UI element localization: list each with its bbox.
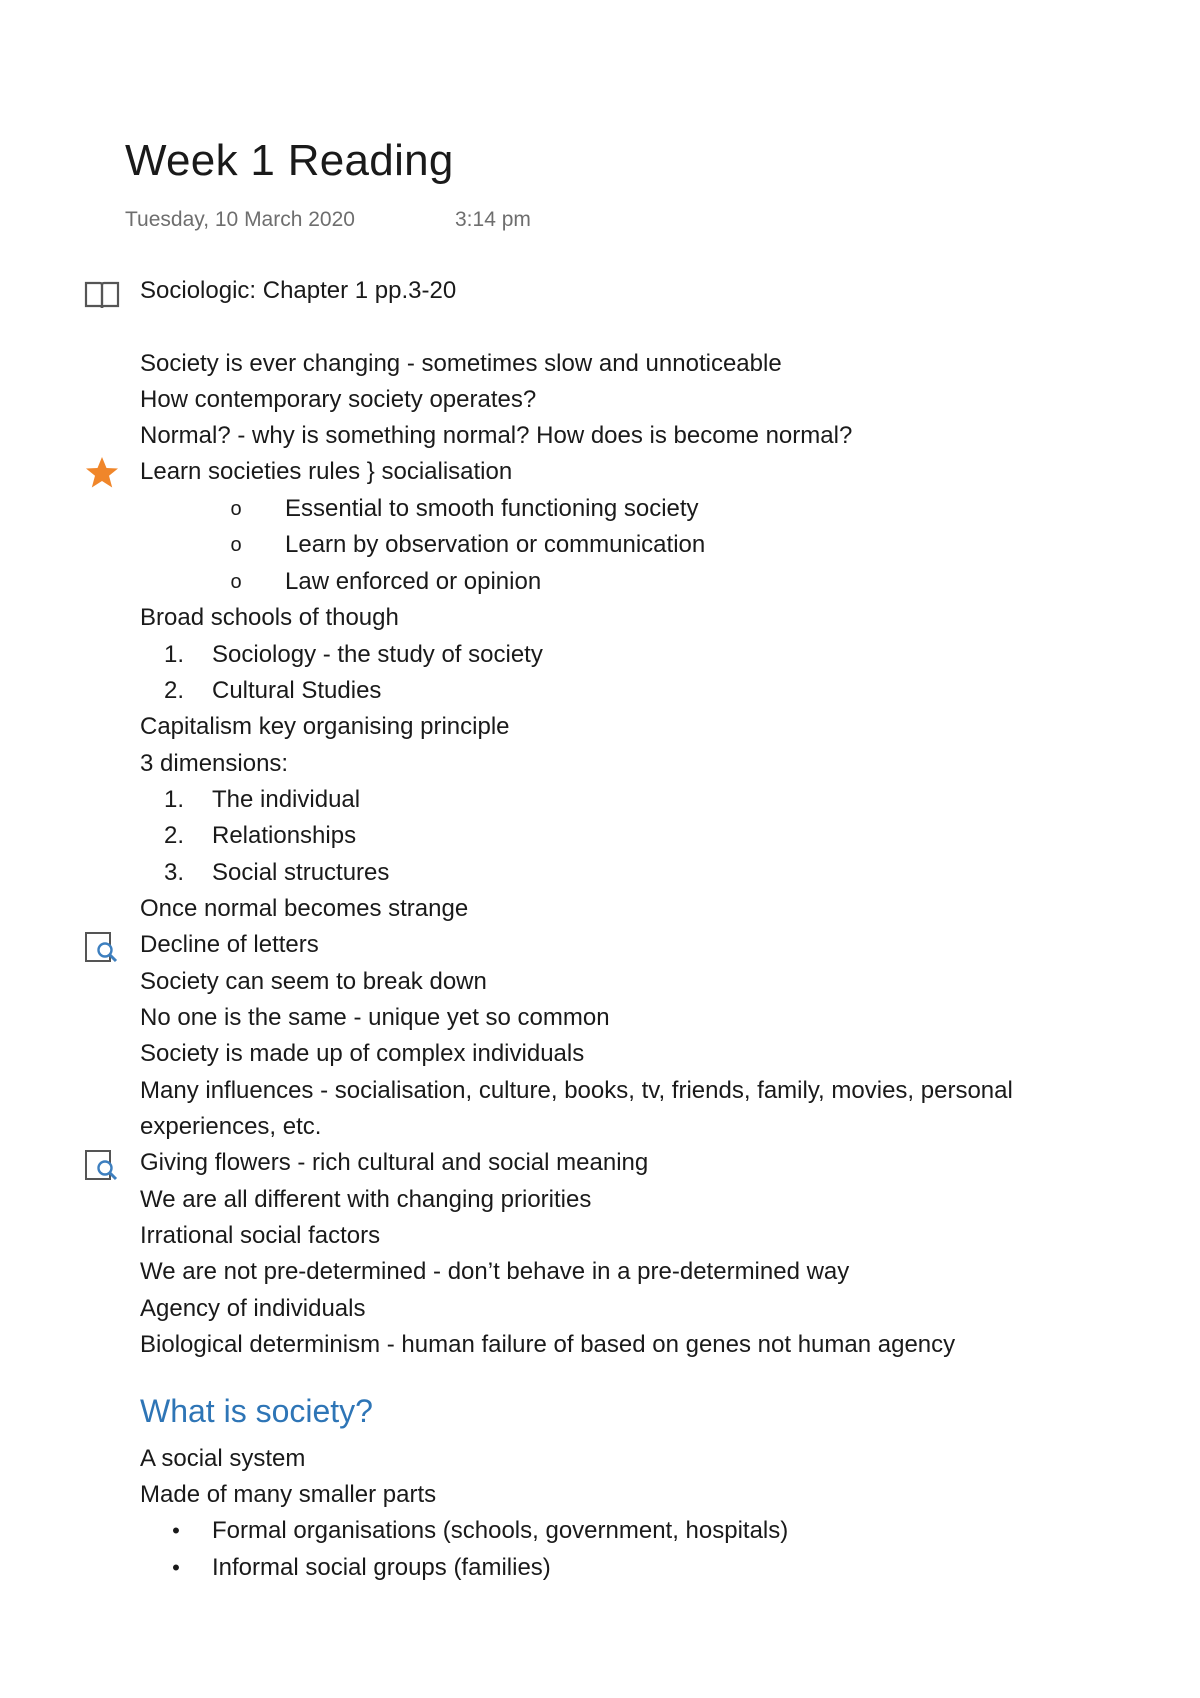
- note-line: Learn societies rules } socialisation: [140, 458, 513, 485]
- list-marker: o: [230, 498, 242, 520]
- bullet-marker: •: [172, 1555, 180, 1580]
- list-item: Relationships: [212, 822, 357, 849]
- book-icon: [83, 278, 121, 312]
- list-item: Sociology - the study of society: [212, 641, 543, 668]
- note-line: Broad schools of though: [140, 604, 399, 631]
- list-number: 2.: [163, 822, 184, 849]
- note-time: 3:14 pm: [455, 208, 531, 231]
- search-document-icon: [83, 930, 121, 964]
- list-item: Formal organisations (schools, government, hospitals): [212, 1517, 789, 1544]
- note-line: Capitalism key organising principle: [140, 713, 510, 740]
- list-item: Learn by observation or communication: [285, 531, 706, 558]
- list-marker: o: [230, 571, 242, 593]
- note-line: experiences, etc.: [140, 1113, 322, 1140]
- note-line: Giving flowers - rich cultural and social meaning: [140, 1149, 649, 1176]
- list-item: Social structures: [212, 859, 390, 886]
- note-line: No one is the same - unique yet so common: [140, 1004, 610, 1031]
- section-heading: What is society?: [140, 1393, 373, 1429]
- note-line: Decline of letters: [140, 931, 319, 958]
- note-date: Tuesday, 10 March 2020: [125, 208, 355, 231]
- note-line: Many influences - socialisation, culture, books, tv, friends, family, movies, personal: [140, 1077, 1013, 1104]
- list-number: 2.: [163, 677, 184, 704]
- note-line: We are not pre-determined - don’t behave in a pre-determined way: [140, 1258, 850, 1285]
- list-number: 3.: [163, 859, 184, 886]
- note-line: Normal? - why is something normal? How does is become normal?: [140, 422, 853, 449]
- note-line: Once normal becomes strange: [140, 895, 469, 922]
- note-line: 3 dimensions:: [140, 750, 289, 777]
- search-document-icon: [83, 1148, 121, 1182]
- note-line: How contemporary society operates?: [140, 386, 537, 413]
- note-line: Society is made up of complex individuals: [140, 1040, 585, 1067]
- list-item: Law enforced or opinion: [285, 568, 542, 595]
- list-item: Informal social groups (families): [212, 1554, 551, 1581]
- note-line: Irrational social factors: [140, 1222, 381, 1249]
- note-line: A social system: [140, 1445, 306, 1472]
- note-line: Agency of individuals: [140, 1295, 366, 1322]
- note-line: We are all different with changing priorities: [140, 1186, 592, 1213]
- list-item: Essential to smooth functioning society: [285, 495, 699, 522]
- source-line: Sociologic: Chapter 1 pp.3-20: [140, 277, 457, 304]
- page-title: Week 1 Reading: [125, 136, 454, 185]
- note-line: Made of many smaller parts: [140, 1481, 437, 1508]
- list-number: 1.: [163, 786, 184, 813]
- star-icon: [83, 456, 121, 490]
- list-item: The individual: [212, 786, 361, 813]
- bullet-marker: •: [172, 1518, 180, 1543]
- list-marker: o: [230, 534, 242, 556]
- note-line: Society can seem to break down: [140, 968, 487, 995]
- note-line: Society is ever changing - sometimes slow and unnoticeable: [140, 350, 782, 377]
- list-item: Cultural Studies: [212, 677, 382, 704]
- list-number: 1.: [163, 641, 184, 668]
- note-line: Biological determinism - human failure of based on genes not human agency: [140, 1331, 956, 1358]
